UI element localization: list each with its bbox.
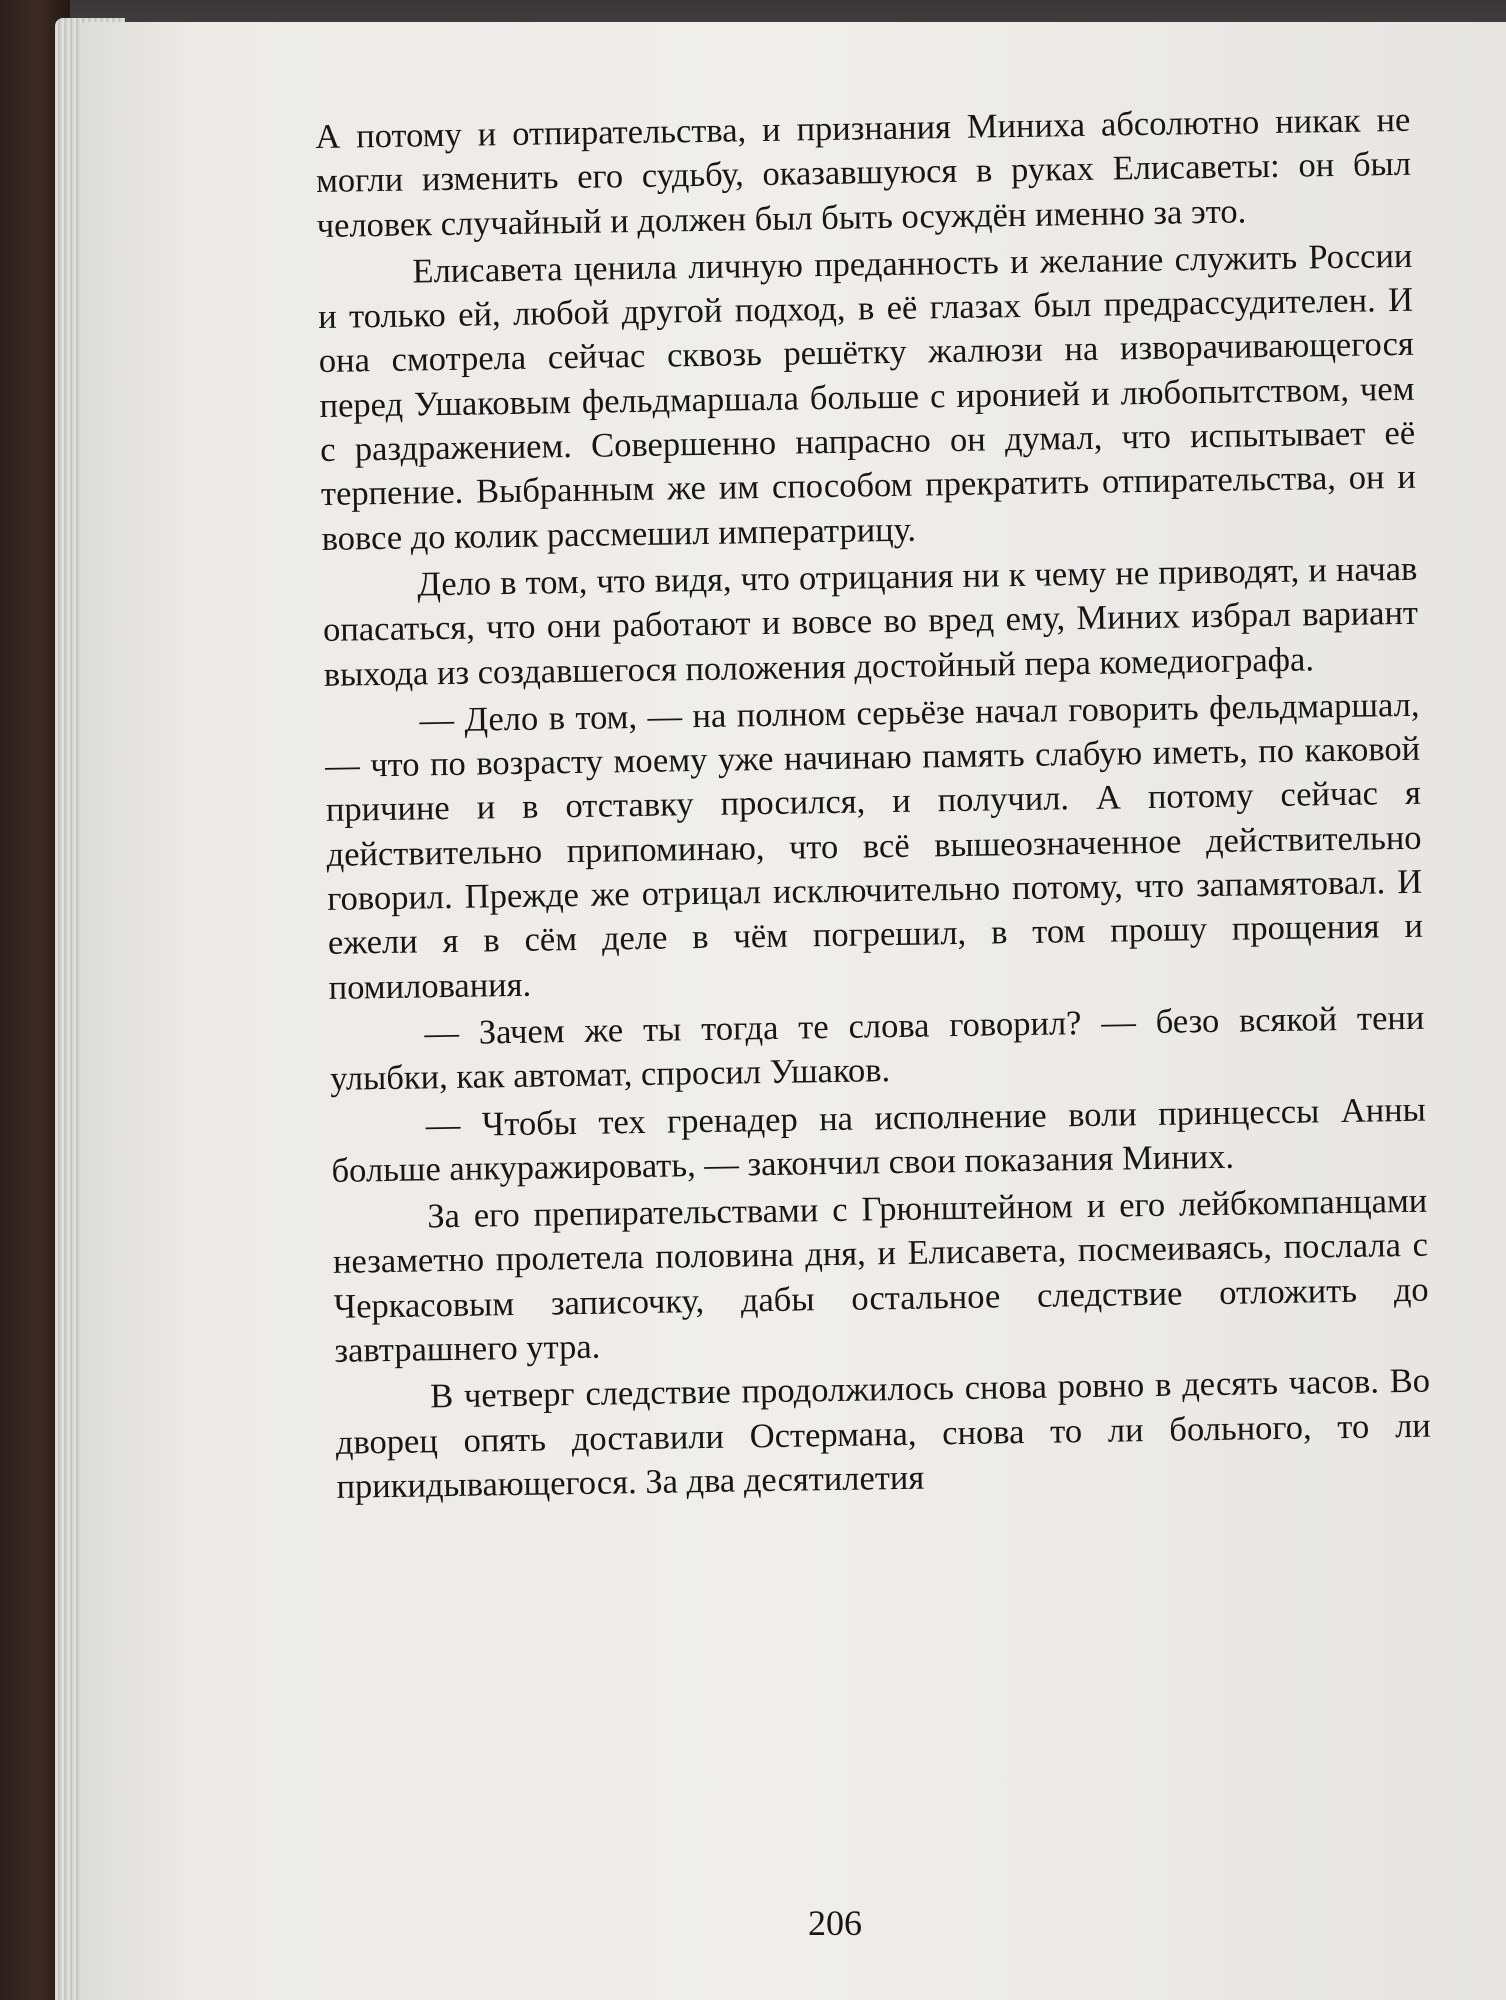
paragraph: Дело в том, что видя, что отрицания ни к чему не приводят, и начав опасаться, что они работают и вовсе во вред ему, Миних избрал вариант выхода из создавшегося положения достойный пера комедиографа. [322,549,1419,694]
paragraph: — Зачем же ты тогда те слова говорил? — безо всякой тени улыбки, как автомат, спросил Ушаков. [329,998,1425,1099]
page-text [315,98,1432,1512]
paragraph: — Дело в том, — на полном серьёзе начал говорить фельдмаршал, — что по возрасту моему уже начинаю память слабую иметь, по каковой причине и в отставку просился, и получил. А потому сейчас я действительно припоминаю, что всё вышеозначенное действительно говорил. Прежде же отрицал исключительно потому, что запамятовал. И ежели я в сём деле в чём погрешил, в том прошу прощения и помилования. [324,685,1424,1007]
page-number: 206 [808,1903,862,1943]
paragraph: А потому и отпирательства, и признания Миниха абсолютно никак не могли изменить его судьбу, оказавшуюся в руках Елисаветы: он был человек случайный и должен был быть осуждён именно за это. [315,100,1412,245]
paragraph: Елисавета ценила личную преданность и желание служить России и только ей, любой другой подход, в её глазах был предрассудителен. И она смотрела сейчас сквозь решётку жалюзи на изворачивающегося перед Ушаковым фельдмаршала больше с иронией и любопытством, чем с раздражением. Совершенно напрасно он думал, что испытывает её терпение. Выбранным же им способом прекратить отпирательства, он и вовсе до колик рассмешил императрицу. [317,236,1417,558]
paragraph: За его препирательствами с Грюнштейном и его лейбкомпанцами незаметно пролетела половина дня, и Елисавета, посмеиваясь, послала с Черкасовым записочку, дабы остальное следствие отложить до завтрашнего утра. [332,1181,1429,1370]
paragraph: В четверг следствие продолжилось снова ровно в десять часов. Во дворец опять доставили Остермана, снова то ли больного, то ли прикидывающегося. За два десятилетия [335,1361,1432,1506]
paragraph: — Чтобы тех гренадер на исполнение воли принцессы Анны больше анкуражировать, — закончил свои показания Миних. [331,1090,1427,1190]
